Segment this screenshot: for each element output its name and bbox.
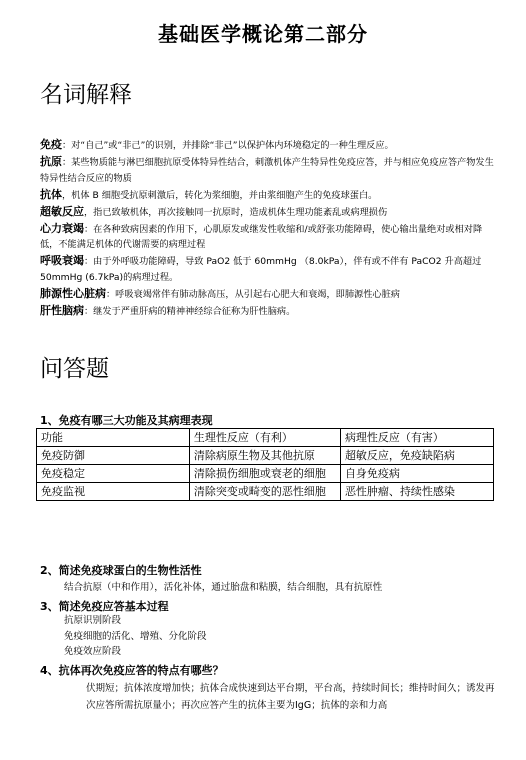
table-cell: 清除病原生物及其他抗原 <box>189 447 340 465</box>
term-entry <box>40 204 496 221</box>
table-row <box>37 465 494 483</box>
list-item: 抗原识别阶段 <box>64 615 122 626</box>
table-cell: 清除损伤细胞或衰老的细胞 <box>189 465 340 483</box>
term-label: 免疫 <box>40 138 62 151</box>
table-header-cell: 病理性反应（有害） <box>340 429 493 447</box>
term-entry <box>40 286 496 303</box>
term-definition: ，机体 B 细胞受抗原刺激后，转化为浆细胞，并由浆细胞产生的免疫球蛋白。 <box>62 189 378 201</box>
term-label: 呼吸衰竭 <box>40 254 84 267</box>
term-label: 抗体 <box>40 187 62 201</box>
term-entry <box>40 221 496 253</box>
table-cell: 清除突变或畸变的恶性细胞 <box>189 483 340 501</box>
document-title: 基础医学概论第二部分 <box>158 22 368 46</box>
section-heading-questions: 问答题 <box>40 356 109 382</box>
section-heading-terms: 名词解释 <box>40 82 132 108</box>
term-label: 抗原 <box>40 155 62 168</box>
question-2: 2、简述免疫球蛋白的生物性活性 <box>40 564 202 577</box>
table-cell: 恶性肿瘤、持续性感染 <box>340 483 493 501</box>
table-row <box>37 447 494 465</box>
answer-3 <box>64 613 504 660</box>
term-entry <box>40 137 496 154</box>
table-cell: 自身免疫病 <box>340 465 493 483</box>
term-definition: ：继发于严重肝病的精神神经综合征称为肝性脑病。 <box>84 305 296 317</box>
term-definition: ：呼吸衰竭常伴有肺动脉高压，从引起右心肥大和衰竭，即肺源性心脏病 <box>106 288 400 300</box>
list-item: 免疫细胞的活化、增殖、分化阶段 <box>64 630 207 642</box>
term-entry <box>40 253 496 285</box>
list-item: 免疫效应阶段 <box>64 646 122 657</box>
term-entry <box>40 303 496 320</box>
question-4: 4、抗体再次免疫应答的特点有哪些？ <box>40 664 224 677</box>
term-definition: ：在各种致病因素的作用下，心肌原发或继发性收缩和/或舒张功能障碍，使心输出量绝对或相对降低，不能满足机体的代谢需要的病理过程 <box>40 223 483 250</box>
term-entry <box>40 154 496 186</box>
question-3: 3、简述免疫应答基本过程 <box>40 600 169 613</box>
table-cell: 免疫监视 <box>37 483 190 501</box>
table-cell: 超敏反应，免疫缺陷病 <box>340 447 493 465</box>
term-label: 肝性脑病 <box>40 303 84 317</box>
table-header-cell: 生理性反应（有利） <box>189 429 340 447</box>
question-1: 1、免疫有哪三大功能及其病理表现 <box>40 414 213 427</box>
term-list <box>40 137 496 320</box>
table-row <box>37 483 494 501</box>
table-header-row <box>37 429 494 447</box>
answer-4: 伏期短；抗体浓度增加快；抗体合成快速到达平台期，平台高，持续时间长；维持时间久；诱发再次应答所需抗原量小；再次应答产生的抗体主要为IgG；抗体的亲和力高 <box>86 683 495 711</box>
immune-function-table <box>36 428 494 501</box>
table-cell: 免疫防御 <box>37 447 190 465</box>
term-label: 心力衰竭 <box>40 221 84 235</box>
term-definition: ：对“自己”或“非己”的识别，并排除“非己”以保护体内环境稳定的一种生理反应。 <box>62 140 394 151</box>
term-label: 肺源性心脏病 <box>40 286 106 300</box>
table-header-cell: 功能 <box>37 429 190 447</box>
term-definition: ：由于外呼吸功能障碍，导致 PaO2 低于 60mmHg （8.0kPa），伴有或不伴有 PaCO2 升高超过 50mmHg (6.7kPa)的病理过程。 <box>40 256 482 283</box>
answer-2: 结合抗原（中和作用），活化补体，通过胎盘和粘膜，结合细胞，具有抗原性 <box>64 582 383 593</box>
term-entry <box>40 187 496 204</box>
term-definition: ，指已致敏机体，再次接触同一抗原时，造成机体生理功能紊乱或病理损伤 <box>84 206 388 218</box>
term-definition: ：某些物质能与淋巴细胞抗原受体特异性结合，刺激机体产生特异性免疫应答，并与相应免疫应答产物发生特异性结合反应的物质 <box>40 157 494 184</box>
term-label: 超敏反应 <box>40 204 84 218</box>
table-cell: 免疫稳定 <box>37 465 190 483</box>
